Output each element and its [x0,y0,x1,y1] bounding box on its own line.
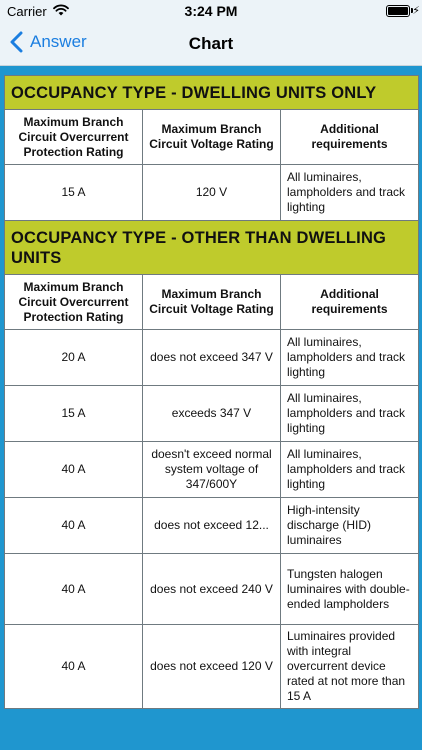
page-title: Chart [188,34,234,53]
table-row [5,330,419,386]
table-row [5,554,419,625]
rating-cell: 40 A [5,442,143,498]
column-header-row [5,275,419,330]
rating-cell: 15 A [5,386,143,442]
chart-content [4,75,418,709]
table-row [5,625,419,709]
requirements-cell: Tungsten halogen luminaires with double-ended lampholders [281,554,419,625]
battery-icon [386,5,410,17]
rating-cell: 40 A [5,554,143,625]
section-title: OCCUPANCY TYPE - DWELLING UNITS ONLY [5,76,419,110]
requirements-cell: All luminaires, lampholders and track lighting [281,442,419,498]
back-label: Answer [30,32,87,51]
navigation-bar [0,22,422,66]
rating-cell: 40 A [5,498,143,554]
requirements-cell: All luminaires, lampholders and track lighting [281,165,419,221]
requirements-cell: Luminaires provided with integral overcurrent device rated at not more than 15 A [281,625,419,709]
carrier-label: Carrier [7,4,47,19]
voltage-cell: doesn't exceed normal system voltage of 347/600Y [143,442,281,498]
voltage-cell: does not exceed 240 V [143,554,281,625]
rating-cell: 20 A [5,330,143,386]
rating-cell: 40 A [5,625,143,709]
requirements-cell: All luminaires, lampholders and track lighting [281,386,419,442]
requirements-cell: High-intensity discharge (HID) luminaires [281,498,419,554]
table-row [5,442,419,498]
section-header [5,221,419,275]
voltage-cell: 120 V [143,165,281,221]
status-bar [0,0,422,22]
status-time: 3:24 PM [184,3,238,19]
column-header-rating: Maximum Branch Circuit Overcurrent Protection Rating [5,110,143,165]
column-header-row [5,110,419,165]
voltage-cell: does not exceed 120 V [143,625,281,709]
column-header-requirements: Additional requirements [281,275,419,330]
voltage-cell: does not exceed 12... [143,498,281,554]
occupancy-table [4,75,419,709]
requirements-cell: All luminaires, lampholders and track lighting [281,330,419,386]
rating-cell: 15 A [5,165,143,221]
section-header [5,76,419,110]
section-title: OCCUPANCY TYPE - OTHER THAN DWELLING UNITS [5,221,419,275]
voltage-cell: does not exceed 347 V [143,330,281,386]
table-row [5,165,419,221]
column-header-rating: Maximum Branch Circuit Overcurrent Protection Rating [5,275,143,330]
table-row [5,386,419,442]
column-header-requirements: Additional requirements [281,110,419,165]
charging-icon: ⚡ [412,5,420,17]
voltage-cell: exceeds 347 V [143,386,281,442]
column-header-voltage: Maximum Branch Circuit Voltage Rating [143,110,281,165]
table-row [5,498,419,554]
column-header-voltage: Maximum Branch Circuit Voltage Rating [143,275,281,330]
